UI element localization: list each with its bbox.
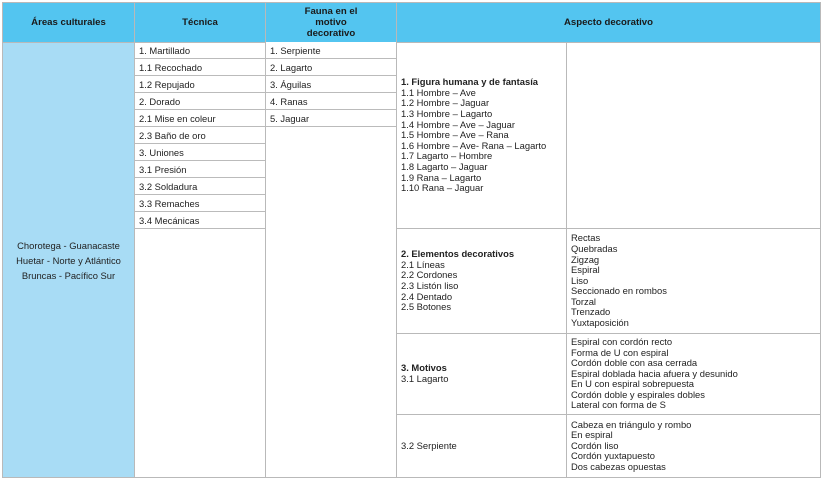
aspecto-subitem: 3.2 Serpiente	[401, 439, 457, 451]
tecnica-item: 3.1 Presión	[134, 161, 266, 178]
aspecto-detail-item: Cordón doble con asa cerrada	[571, 357, 698, 369]
fauna-item: 1. Serpiente	[265, 42, 397, 59]
aspecto-category-cell	[396, 228, 567, 334]
aspecto-detail-item: Yuxtaposición	[571, 317, 629, 329]
fauna-item: 2. Lagarto	[265, 59, 397, 76]
aspecto-detail-item: Dos cabezas opuestas	[571, 460, 666, 472]
aspecto-category-cell	[396, 42, 567, 229]
fauna-item: 4. Ranas	[265, 93, 397, 110]
aspecto-detail-item: Espiral	[571, 264, 600, 276]
aspecto-subitem: 1.9 Rana – Lagarto	[401, 171, 482, 183]
aspecto-subitem: 1.3 Hombre – Lagarto	[401, 108, 493, 120]
aspecto-detail-item: Lateral con forma de S	[571, 399, 666, 411]
aspecto-detail-item: En U con espiral sobrepuesta	[571, 378, 694, 390]
aspecto-detail-item: Cordón liso	[571, 439, 619, 451]
fauna-item: 5. Jaguar	[265, 110, 397, 127]
aspecto-subitem: 1.8 Lagarto – Jaguar	[401, 160, 488, 172]
aspecto-detail-cell	[566, 333, 821, 415]
aspecto-detail-cell	[566, 228, 821, 334]
area-item: Bruncas - Pacífico Sur	[21, 269, 116, 281]
aspecto-subitem: 1.2 Hombre – Jaguar	[401, 97, 490, 109]
aspecto-detail-item: Trenzado	[571, 306, 611, 318]
aspecto-subitem: 2.5 Botones	[401, 301, 452, 313]
aspecto-category-cell	[396, 414, 567, 478]
aspecto-detail-item: En espiral	[571, 429, 613, 441]
tecnica-item: 1.1 Recochado	[134, 59, 266, 76]
aspecto-detail-item: Cordón doble y espirales dobles	[571, 388, 705, 400]
aspecto-subitem: 1.7 Lagarto – Hombre	[401, 150, 493, 162]
areas-cell	[2, 42, 135, 478]
aspecto-detail-item: Liso	[571, 274, 589, 286]
aspecto-subitem: 2.2 Cordones	[401, 269, 458, 281]
aspecto-detail-cell	[566, 414, 821, 478]
header-fauna: Fauna en el motivo decorativo	[265, 2, 397, 43]
aspecto-detail-cell	[566, 42, 821, 229]
aspecto-subitem: 2.3 Listón liso	[401, 280, 459, 291]
area-item: Huetar - Norte y Atlántico	[16, 254, 121, 266]
aspecto-category-cell	[396, 333, 567, 415]
header-aspecto: Aspecto decorativo	[396, 2, 821, 43]
aspecto-detail-item: Cabeza en triángulo y rombo	[571, 418, 692, 430]
tecnica-item: 2.3 Baño de oro	[134, 127, 266, 144]
aspecto-subitem: 1.10 Rana – Jaguar	[401, 182, 484, 194]
aspecto-subitem: 1.6 Hombre – Ave- Rana – Lagarto	[401, 139, 547, 151]
aspecto-detail-item: Espiral doblada hacia afuera y desunido	[571, 367, 738, 379]
aspecto-subitem: 2.4 Dentado	[401, 290, 453, 302]
tecnica-item: 3.3 Remaches	[134, 195, 266, 212]
tecnica-item: 1.2 Repujado	[134, 76, 266, 93]
header-tecnica: Técnica	[134, 2, 266, 43]
aspecto-category-title: 3. Motivos	[401, 362, 447, 374]
aspecto-detail-item: Espiral con cordón recto	[571, 335, 673, 347]
aspecto-subitem: 2.1 Líneas	[401, 258, 445, 270]
tecnica-item: 3.4 Mecánicas	[134, 212, 266, 229]
tecnica-item: 3.2 Soldadura	[134, 178, 266, 195]
aspecto-category-title: 1. Figura humana y de fantasía	[401, 76, 539, 88]
aspecto-category-title: 2. Elementos decorativos	[401, 248, 515, 260]
aspecto-detail-item: Rectas	[571, 232, 601, 244]
aspecto-subitem: 1.1 Hombre – Ave	[401, 86, 476, 98]
area-item: Chorotega - Guanacaste	[17, 239, 120, 251]
aspecto-detail-item: Seccionado en rombos	[571, 285, 667, 297]
tecnica-item: 2. Dorado	[134, 93, 266, 110]
aspecto-subitem: 1.4 Hombre – Ave – Jaguar	[401, 118, 515, 130]
header-areas: Áreas culturales	[2, 2, 135, 43]
aspecto-subitem: 1.5 Hombre – Ave – Rana	[401, 129, 509, 141]
aspecto-detail-item: Torzal	[571, 295, 597, 307]
aspecto-detail-item: Cordón yuxtapuesto	[571, 450, 655, 462]
tecnica-item: 1. Martillado	[134, 42, 266, 59]
tecnica-item: 2.1 Mise en coleur	[134, 110, 266, 127]
aspecto-detail-item: Forma de U con espiral	[571, 346, 669, 358]
fauna-item: 3. Águilas	[265, 76, 397, 93]
aspecto-detail-item: Quebradas	[571, 242, 618, 254]
tecnica-item: 3. Uniones	[134, 144, 266, 161]
aspecto-subitem: 3.1 Lagarto	[401, 373, 449, 384]
aspecto-detail-item: Zigzag	[571, 253, 600, 265]
